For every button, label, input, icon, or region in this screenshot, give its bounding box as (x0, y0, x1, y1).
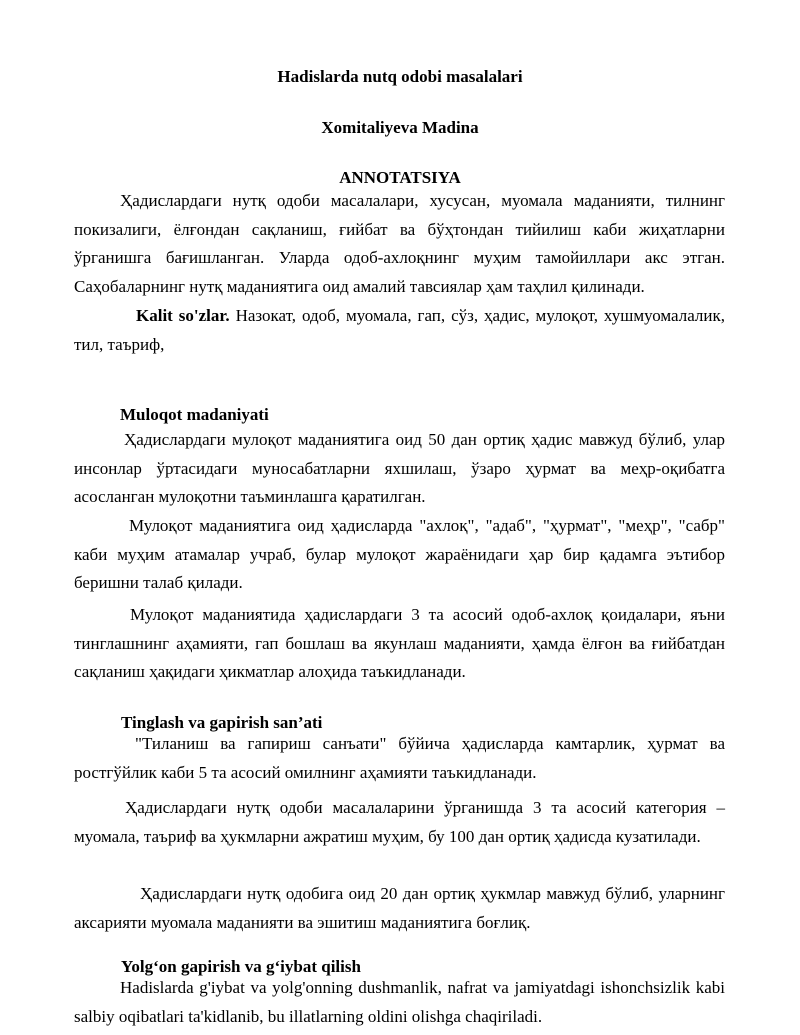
section-paragraph: Мулоқот маданиятида ҳадислардаги 3 та асосий одоб-ахлоқ қоидалари, яъни тинглашнинг аҳамияти, гап бошлаш ва якунлаш маданияти, ҳамда ёлғон ва ғийбатдан сақланиш ҳақидаги ҳикматлар алоҳида таъкидланади. (74, 605, 725, 682)
keywords-label: Kalit so'zlar. (136, 306, 230, 325)
keywords-text: Назокат, одоб, муомала, гап, сўз, ҳадис, мулоқот, хушмуомалалик, тил, таъриф, (74, 306, 725, 354)
author-name: Xomitaliyeva Madina (321, 118, 479, 137)
section-paragraph: Мулоқот маданиятига оид ҳадисларда "ахлоқ", "адаб", "ҳурмат", "меҳр", "сабр" каби муҳим атамалар учраб, булар мулоқот жараёнидаги ҳар бир қадамга эътибор беришни талаб қилади. (74, 516, 725, 593)
document-title: Hadislarda nutq odobi masalalari (277, 67, 523, 86)
section-heading-muloqot: Muloqot madaniyati (120, 405, 269, 424)
section-paragraph: "Тиланиш ва гапириш санъати" бўйича ҳадисларда камтарлик, ҳурмат ва ростгўйлик каби 5 та асосий омилнинг аҳамияти таъкидланади. (74, 734, 725, 782)
keywords-paragraph (74, 302, 725, 359)
section-paragraph: Ҳадислардаги нутқ одоби масалаларини ўрганишда 3 та асосий категория – муомала, таъриф ва ҳукмларни ажратиш муҳим, бу 100 дан ортиқ ҳадисда кузатилади. (74, 798, 725, 846)
section-paragraph: Hadislarda g'iybat va yolg'onning dushmanlik, nafrat va jamiyatdagi ishonchsizlik kabi salbiy oqibatlari ta'kidlanib, bu illatlarning oldini olishga chaqiriladi. (74, 978, 725, 1026)
annotation-paragraph: Ҳадислардаги нутқ одоби масалалари, хусусан, муомала маданияти, тилнинг покизалиги, ёлғондан сақланиш, ғийбат ва бўҳтондан тийилиш каби жиҳатларни ўрганишга бағишланган. Уларда одоб-ахлоқнинг муҳим тамойиллари акс этган. Саҳобаларнинг нутқ маданиятига оид амалий тавсиялар ҳам таҳлил қилинади. (74, 191, 725, 296)
section-heading-tinglash: Tinglash va gapirish san’ati (121, 713, 323, 732)
section-heading-yolgon: Yolg‘on gapirish va g‘iybat qilish (121, 957, 361, 976)
annotation-heading: ANNOTATSIYA (339, 168, 461, 187)
section-paragraph: Ҳадислардаги нутқ одобига оид 20 дан ортиқ ҳукмлар мавжуд бўлиб, уларнинг аксарияти муомала маданияти ва эшитиш маданиятига боғлиқ. (74, 884, 725, 932)
section-paragraph: Ҳадислардаги мулоқот маданиятига оид 50 дан ортиқ ҳадис мавжуд бўлиб, улар инсонлар ўртасидаги муносабатларни яхшилаш, ўзаро ҳурмат ва меҳр-оқибатга асосланган мулоқотни таъминлашга қаратилган. (74, 430, 725, 507)
